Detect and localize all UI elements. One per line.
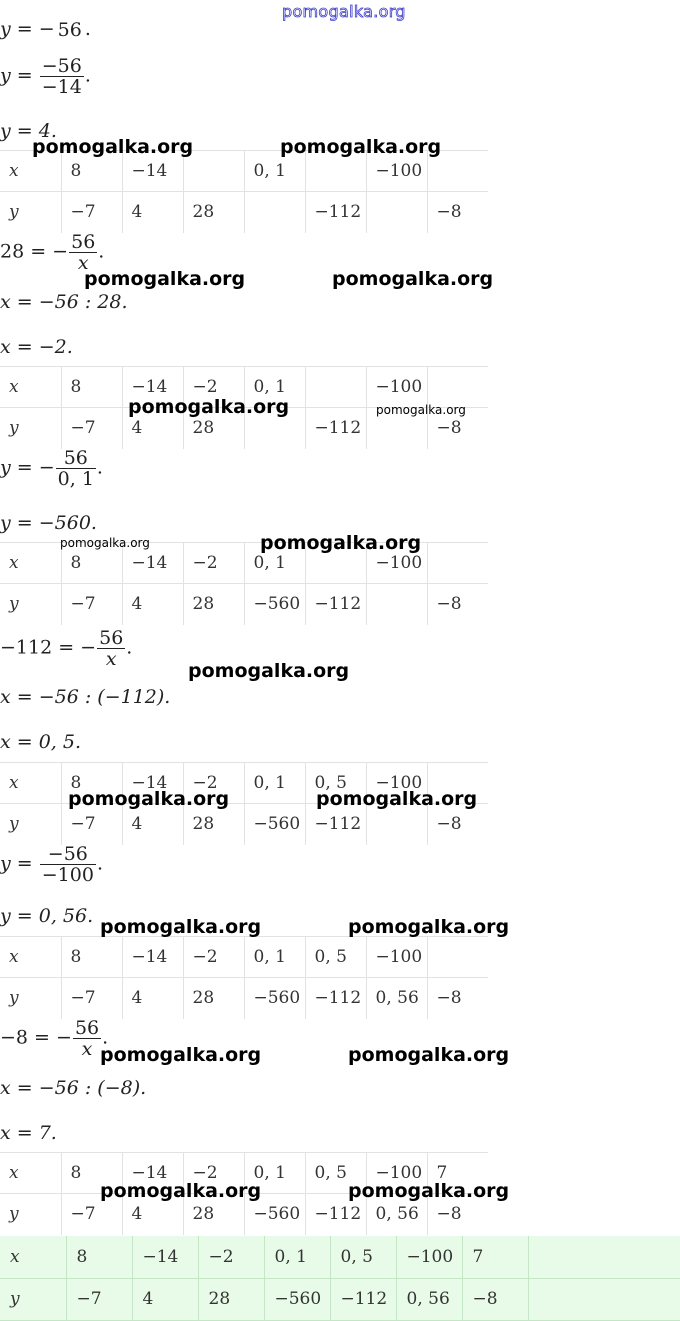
denominator: −14 xyxy=(41,76,82,98)
table-cell: x xyxy=(0,1153,61,1194)
table-cell: −7 xyxy=(61,192,122,233)
table-cell: x xyxy=(0,367,61,408)
table-cell: y xyxy=(0,1278,66,1320)
table-cell: 0, 1 xyxy=(244,937,305,978)
table-cell xyxy=(427,367,488,408)
table-cell: y xyxy=(0,804,61,845)
equation-lhs: −112 = − xyxy=(0,636,97,659)
table-cell: 28 xyxy=(183,804,244,845)
table-cell: 0, 56 xyxy=(366,1194,427,1235)
table-cell: 8 xyxy=(61,1153,122,1194)
table-cell: 8 xyxy=(61,937,122,978)
table-cell: −560 xyxy=(244,978,305,1019)
equation-5: x = −56 : 28. xyxy=(0,291,128,313)
equation-6: x = −2. xyxy=(0,336,73,358)
watermark-text: pomogalka.org xyxy=(316,788,478,810)
table-cell: −2 xyxy=(183,1153,244,1194)
table-cell xyxy=(366,192,427,233)
table-cell: −7 xyxy=(61,584,122,625)
value-table-3 xyxy=(0,542,488,625)
equation-2 xyxy=(0,56,91,97)
equation-10: x = −56 : (−112). xyxy=(0,686,171,708)
value-table-1 xyxy=(0,150,488,233)
equation-1 xyxy=(0,20,91,40)
watermark-text: pomogalka.org xyxy=(84,268,246,290)
equation-tail: . xyxy=(98,240,105,263)
table-cell: 0, 56 xyxy=(366,978,427,1019)
equation-3: y = 4. xyxy=(0,120,57,142)
fraction xyxy=(73,1018,101,1059)
watermark-text: pomogalka.org xyxy=(60,536,150,550)
table-cell xyxy=(366,584,427,625)
table-cell: 28 xyxy=(198,1278,264,1320)
table-cell: y xyxy=(0,978,61,1019)
table-cell: −7 xyxy=(61,804,122,845)
table-cell xyxy=(305,367,366,408)
numerator: 56 xyxy=(74,1017,100,1039)
table-cell xyxy=(427,937,488,978)
table-row-x xyxy=(0,1236,680,1278)
table-cell: 0, 1 xyxy=(264,1236,330,1278)
table-cell: 8 xyxy=(61,763,122,804)
table-cell: −8 xyxy=(427,1194,488,1235)
table-cell: 8 xyxy=(66,1236,132,1278)
watermark-text: pomogalka.org xyxy=(260,532,422,554)
equation-14 xyxy=(0,1018,108,1059)
equation-16: x = 7. xyxy=(0,1122,57,1144)
table-cell: −14 xyxy=(122,543,183,584)
equation-tail: . xyxy=(84,64,91,87)
fraction xyxy=(56,448,96,489)
table-cell: −112 xyxy=(330,1278,396,1320)
table-cell: −2 xyxy=(183,937,244,978)
equation-lhs: y = − xyxy=(0,18,55,40)
equation-13: y = 0, 56. xyxy=(0,905,94,927)
table-row-y xyxy=(0,192,488,233)
equation-7 xyxy=(0,448,103,489)
watermark-text: pomogalka.org xyxy=(376,403,466,417)
equation-lhs: y = xyxy=(0,64,33,87)
equation-tail: . xyxy=(96,852,103,875)
watermark-text: pomogalka.org xyxy=(128,396,290,418)
table-cell: x xyxy=(0,763,61,804)
equation-tail: . xyxy=(102,1026,109,1049)
table-cell: −8 xyxy=(462,1278,528,1320)
watermark-text: pomogalka.org xyxy=(348,1180,510,1202)
table-cell: −100 xyxy=(366,1153,427,1194)
table-cell: −100 xyxy=(366,543,427,584)
table-cell: −8 xyxy=(427,978,488,1019)
equation-11: x = 0, 5. xyxy=(0,731,82,753)
denominator: x xyxy=(73,1038,101,1059)
equation-lhs: y = xyxy=(0,852,33,875)
table-row-y xyxy=(0,584,488,625)
denominator: x xyxy=(69,252,97,273)
table-cell-empty xyxy=(528,1278,680,1320)
table-cell: 0, 5 xyxy=(330,1236,396,1278)
table-cell-empty xyxy=(528,1236,680,1278)
watermark-text: pomogalka.org xyxy=(348,1044,510,1066)
table-cell: 0, 56 xyxy=(396,1278,462,1320)
numerator: 56 xyxy=(57,19,82,41)
fraction xyxy=(40,56,84,97)
watermark-text: pomogalka.org xyxy=(280,136,442,158)
table-cell: 28 xyxy=(183,584,244,625)
table-cell: 4 xyxy=(122,192,183,233)
numerator: 56 xyxy=(99,627,124,649)
table-cell: −14 xyxy=(122,1153,183,1194)
table-cell: −100 xyxy=(366,937,427,978)
table-cell: −112 xyxy=(305,408,366,449)
table-cell: −112 xyxy=(305,804,366,845)
denominator: −100 xyxy=(41,864,94,886)
table-cell: −2 xyxy=(198,1236,264,1278)
table-cell: 4 xyxy=(132,1278,198,1320)
equation-tail: . xyxy=(84,18,91,40)
table-cell: −560 xyxy=(264,1278,330,1320)
equation-8: y = −560. xyxy=(0,512,97,534)
watermark-text: pomogalka.org xyxy=(100,1044,262,1066)
table-cell: −7 xyxy=(61,978,122,1019)
equation-9 xyxy=(0,628,132,669)
table-cell: 4 xyxy=(122,1194,183,1235)
value-table-5 xyxy=(0,936,488,1019)
table-cell: −112 xyxy=(305,584,366,625)
table-cell: 0, 5 xyxy=(305,763,366,804)
table-cell: −2 xyxy=(183,367,244,408)
numerator: −56 xyxy=(47,843,88,865)
table-row-y xyxy=(0,1278,680,1320)
watermark-text: pomogalka.org xyxy=(348,916,510,938)
denominator: x xyxy=(97,648,125,669)
fraction xyxy=(56,20,84,40)
numerator: 56 xyxy=(63,447,88,469)
table-cell: −14 xyxy=(132,1236,198,1278)
watermark-text: pomogalka.org xyxy=(332,268,494,290)
table-cell: 28 xyxy=(183,978,244,1019)
table-cell: 4 xyxy=(122,408,183,449)
table-cell: 8 xyxy=(61,151,122,192)
table-row-y xyxy=(0,978,488,1019)
table-cell: 0, 1 xyxy=(244,367,305,408)
table-cell: 0, 1 xyxy=(244,151,305,192)
equation-15: x = −56 : (−8). xyxy=(0,1077,147,1099)
table-row-x xyxy=(0,937,488,978)
table-cell: −8 xyxy=(427,804,488,845)
equation-tail: . xyxy=(126,636,133,659)
table-cell: y xyxy=(0,1194,61,1235)
table-cell: 0, 1 xyxy=(244,543,305,584)
table-cell: 0, 5 xyxy=(305,1153,366,1194)
table-cell: −8 xyxy=(427,584,488,625)
table-cell: −7 xyxy=(66,1278,132,1320)
table-cell: 7 xyxy=(462,1236,528,1278)
table-cell: y xyxy=(0,408,61,449)
numerator: 56 xyxy=(71,231,96,253)
table-cell: 0, 1 xyxy=(244,763,305,804)
table-cell: x xyxy=(0,151,61,192)
watermark-text: pomogalka.org xyxy=(100,1180,262,1202)
denominator: 0, 1 xyxy=(57,468,94,490)
table-cell: −560 xyxy=(244,1194,305,1235)
watermark-text: pomogalka.org xyxy=(32,136,194,158)
table-cell: −8 xyxy=(427,192,488,233)
table-cell: 0, 5 xyxy=(305,937,366,978)
table-cell xyxy=(427,543,488,584)
table-cell: 4 xyxy=(122,804,183,845)
table-cell: −112 xyxy=(305,978,366,1019)
table-cell: 8 xyxy=(61,543,122,584)
table-cell: 4 xyxy=(122,978,183,1019)
table-cell: −560 xyxy=(244,584,305,625)
table-cell: −8 xyxy=(427,408,488,449)
equation-12 xyxy=(0,844,103,885)
table-cell: x xyxy=(0,543,61,584)
table-cell: 0, 1 xyxy=(244,1153,305,1194)
equation-tail: . xyxy=(96,456,103,479)
equation-lhs: −8 = − xyxy=(0,1026,72,1049)
table-cell: −14 xyxy=(122,151,183,192)
table-cell xyxy=(244,192,305,233)
table-cell: −2 xyxy=(183,763,244,804)
table-cell: −112 xyxy=(305,1194,366,1235)
table-cell: y xyxy=(0,192,61,233)
table-cell: −2 xyxy=(183,543,244,584)
table-cell: −100 xyxy=(366,763,427,804)
fraction xyxy=(69,232,97,273)
site-header-logo[interactable]: pomogalka.org xyxy=(282,2,406,21)
table-cell: 28 xyxy=(183,1194,244,1235)
table-cell: −100 xyxy=(366,367,427,408)
answer-table xyxy=(0,1236,680,1321)
table-cell: 8 xyxy=(61,367,122,408)
numerator: −56 xyxy=(41,55,82,77)
table-cell: x xyxy=(0,937,61,978)
table-cell: −100 xyxy=(366,151,427,192)
table-cell: −560 xyxy=(244,804,305,845)
table-cell: x xyxy=(0,1236,66,1278)
table-cell: 28 xyxy=(183,192,244,233)
table-cell: 7 xyxy=(427,1153,488,1194)
equation-lhs: y = − xyxy=(0,456,55,479)
table-cell: −7 xyxy=(61,1194,122,1235)
fraction xyxy=(40,844,96,885)
table-cell: 4 xyxy=(122,584,183,625)
table-cell: −14 xyxy=(122,367,183,408)
watermark-text: pomogalka.org xyxy=(68,788,230,810)
table-cell: −14 xyxy=(122,937,183,978)
table-cell: 28 xyxy=(183,408,244,449)
equation-lhs: 28 = − xyxy=(0,240,69,263)
watermark-text: pomogalka.org xyxy=(188,660,350,682)
table-cell: −112 xyxy=(305,192,366,233)
table-cell: −7 xyxy=(61,408,122,449)
equation-4 xyxy=(0,232,104,273)
fraction xyxy=(97,628,125,669)
table-cell: y xyxy=(0,584,61,625)
table-cell: −14 xyxy=(122,763,183,804)
watermark-text: pomogalka.org xyxy=(100,916,262,938)
table-cell: −100 xyxy=(396,1236,462,1278)
